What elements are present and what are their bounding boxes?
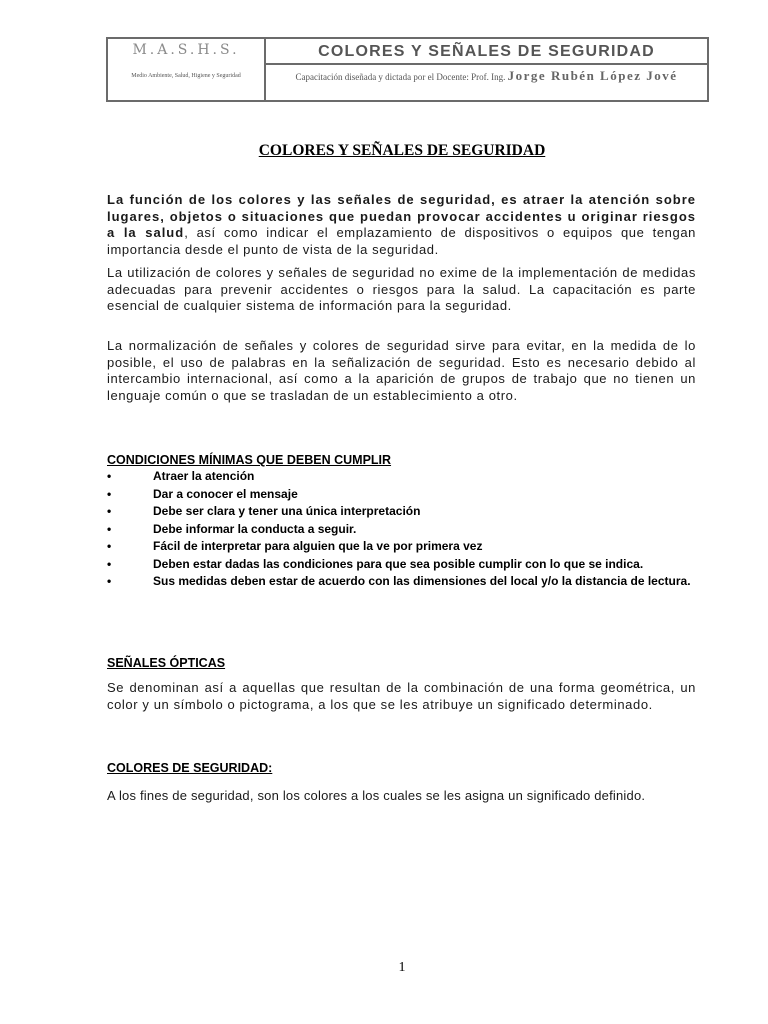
- header-credit: [272, 67, 701, 86]
- list-item-text: Dar a conocer el mensaje: [153, 486, 298, 501]
- list-item-text: Deben estar dadas las condiciones para que sea posible cumplir con lo que se indica.: [153, 556, 644, 571]
- bullet-icon: •: [107, 504, 112, 518]
- list-item: [107, 573, 696, 591]
- paragraph-optical-signs: Se denominan así a aquellas que resultan de la combinación de una forma geométrica, un color y un símbolo o pictograma, a los que se les atribuye un significado determinado.: [107, 680, 696, 712]
- header-info-cell: [266, 39, 707, 100]
- credit-prefix: Capacitación diseñada y dictada por el Docente: Prof. Ing.: [295, 72, 506, 82]
- paragraph-3: La normalización de señales y colores de seguridad sirve para evitar, en la medida de lo posible, el uso de palabras en la señalización de seguridad. Esto es necesario debido al intercambio internacional, así como a la aparición de grupos de trabajo que no tienen un lenguaje común o que se trasladan de un establecimiento a otro.: [107, 338, 696, 403]
- list-item-text: Debe informar la conducta a seguir.: [153, 521, 357, 536]
- brand-subtitle: Medio Ambiente, Salud, Higiene y Seguridad: [131, 73, 241, 79]
- header-brand-cell: [108, 39, 266, 100]
- section-heading-safety-colors: COLORES DE SEGURIDAD:: [107, 761, 273, 775]
- document-title: COLORES Y SEÑALES DE SEGURIDAD: [258, 142, 546, 159]
- list-item-text: Debe ser clara y tener una única interpretación: [153, 504, 421, 518]
- list-item: [107, 538, 696, 556]
- paragraph-2: La utilización de colores y señales de seguridad no exime de la implementación de medidas adecuadas para prevenir accidentes o riesgos para la salud. La capacitación es parte esencial de cualquier sistema de información para la seguridad.: [107, 265, 696, 313]
- list-item: [107, 556, 696, 574]
- intro-paragraph: [107, 192, 696, 258]
- list-item-text: Sus medidas deben estar de acuerdo con las dimensiones del local y/o la distancia de lectura.: [153, 574, 691, 588]
- conditions-list: [107, 468, 696, 591]
- credit-name: Jorge Rubén López Jové: [507, 68, 678, 83]
- section-heading-conditions: CONDICIONES MÍNIMAS QUE DEBEN CUMPLIR: [107, 453, 392, 467]
- bullet-icon: •: [107, 556, 112, 571]
- bullet-icon: •: [107, 574, 112, 588]
- list-item: [107, 486, 696, 504]
- page-number: 1: [398, 960, 406, 975]
- header-title: COLORES Y SEÑALES DE SEGURIDAD: [266, 41, 707, 65]
- list-item-text: Fácil de interpretar para alguien que la ve por primera vez: [153, 539, 483, 553]
- bullet-icon: •: [107, 486, 112, 501]
- list-item-text: Atraer la atención: [153, 469, 255, 483]
- intro-rest-text: , así como indicar el emplazamiento de dispositivos o equipos que tengan importancia desde el punto de vista de la seguridad.: [107, 225, 697, 257]
- bullet-icon: •: [107, 539, 112, 553]
- brand-logo-text: M.A.S.H.S.: [132, 42, 240, 58]
- bullet-icon: •: [107, 521, 112, 536]
- bullet-icon: •: [107, 469, 112, 483]
- intro-bold-text: La función de los colores y las señales de seguridad, es atraer la atención sobre lugares, objetos o situaciones que puedan provocar accidentes u originar riesgos a la salud: [107, 192, 696, 240]
- list-item: [107, 468, 696, 486]
- paragraph-safety-colors: A los fines de seguridad, son los colores a los cuales se les asigna un significado definido.: [107, 788, 646, 803]
- section-heading-optical-signs: SEÑALES ÓPTICAS: [107, 656, 226, 670]
- header-table: [106, 37, 709, 102]
- list-item: [107, 521, 696, 539]
- list-item: [107, 503, 696, 521]
